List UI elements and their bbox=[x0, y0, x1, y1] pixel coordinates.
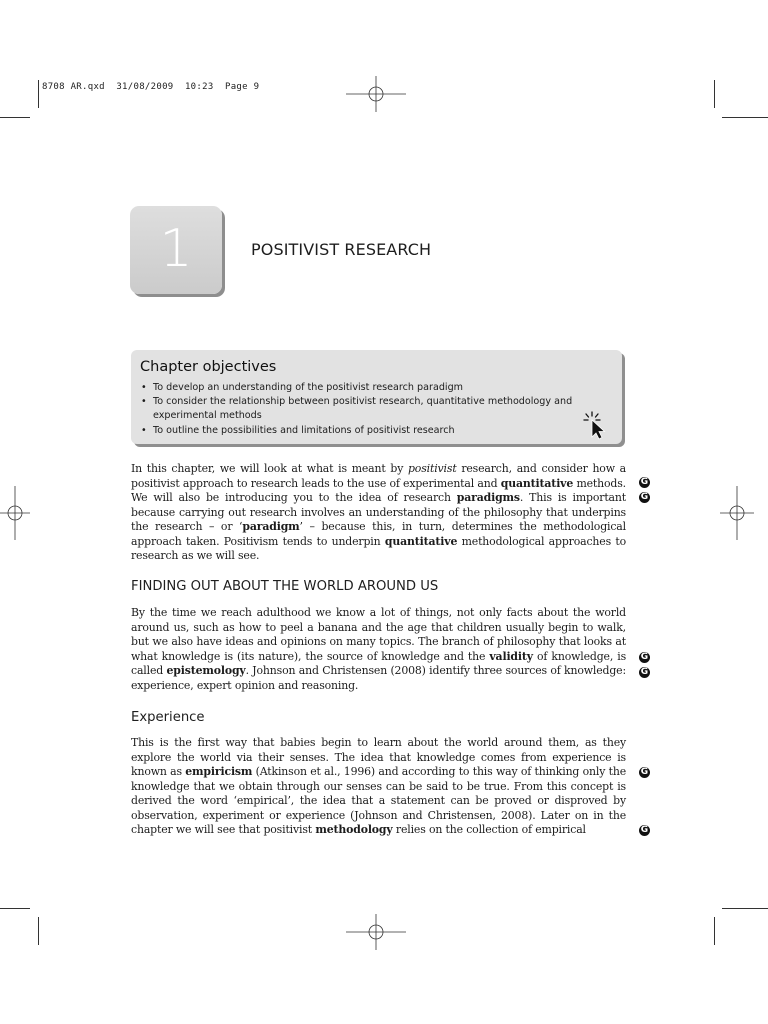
objectives-list bbox=[140, 381, 590, 438]
term-paradigm: paradigm bbox=[242, 520, 300, 533]
objective-item: • To develop an understanding of the positivist research paradigm bbox=[140, 381, 590, 395]
registration-mark-icon bbox=[346, 914, 406, 950]
glossary-g-icon: G bbox=[640, 767, 649, 777]
registration-mark-icon bbox=[720, 486, 754, 540]
objectives-title: Chapter objectives bbox=[140, 359, 277, 375]
printer-slug: 8708 AR.qxd 31/08/2009 10:23 Page 9 bbox=[42, 82, 260, 92]
crop-mark bbox=[722, 117, 768, 118]
crop-mark bbox=[722, 908, 768, 909]
subsection-heading: Experience bbox=[131, 710, 205, 725]
term-positivist: positivist bbox=[407, 462, 457, 475]
crop-mark bbox=[38, 80, 39, 108]
click-cursor-icon bbox=[583, 410, 609, 440]
registration-mark-icon bbox=[0, 486, 30, 540]
chapter-title: POSITIVIST RESEARCH bbox=[251, 240, 432, 259]
term-quantitative: quantitative bbox=[500, 476, 574, 490]
chapter-objectives-box bbox=[131, 350, 622, 444]
chapter-number: 1 bbox=[130, 206, 222, 294]
section-paragraph: This is the first way that babies begin to learn about the world around them, as they explore the world via their senses. The idea that knowledge comes from experience is known as empiricism (Atkinson et al., 1996) and according to this way of thinking only the knowledge that we obtain through our senses can be said to be true. From this concept is derived the word ‘empirical’, the idea that a statement can be proved or disproved by observation, experiment or experience (Johnson and Christensen, 2008). Later on in the chapter we will see that positivist methodology relies on the collection of empirical bbox=[131, 736, 626, 836]
crop-mark bbox=[714, 80, 715, 108]
term-methodology: methodology bbox=[315, 823, 393, 836]
glossary-g-icon: G bbox=[640, 825, 649, 835]
registration-mark-icon bbox=[346, 76, 406, 112]
section-paragraph: By the time we reach adulthood we know a lot of things, not only facts about the world around us, such as how to peel a banana and the age that children usually begin to walk, but we also have ideas and opinions on many topics. The branch of philosophy that looks at what knowledge is (its nature), the source of knowledge and the validity of knowledge, is called epistemology. Johnson and Christensen (2008) identify three sources of knowledge: experience, expert opinion and reasoning. bbox=[131, 606, 627, 692]
term-empiricism: empiricism bbox=[185, 765, 253, 778]
crop-mark bbox=[38, 917, 39, 945]
intro-paragraph: In this chapter, we will look at what is meant by positivist research, and consider how a positivist approach to research leads to the use of experimental and quantitative methods. We will also be introducing you to the idea of research paradigms. This is important because carrying out research involves an understanding of the philosophy that underpins the research – or ‘paradigm’ – because this, in turn, determines the methodological approach taken. Positivism tends to underpin quantitative methodological approaches to research as we will see. bbox=[131, 462, 627, 562]
term-paradigms: paradigms bbox=[456, 491, 520, 504]
glossary-g-icon: G bbox=[640, 477, 649, 487]
objective-item: • To outline the possibilities and limitations of positivist research bbox=[140, 424, 590, 438]
glossary-g-icon: G bbox=[640, 652, 649, 662]
glossary-g-icon: G bbox=[640, 667, 649, 677]
objective-item: • To consider the relationship between positivist research, quantitative methodology and experimental methods bbox=[140, 395, 590, 423]
term-validity: validity bbox=[489, 649, 533, 663]
crop-mark bbox=[0, 908, 30, 909]
term-epistemology: epistemology bbox=[166, 664, 246, 677]
crop-mark bbox=[0, 117, 30, 118]
glossary-g-icon: G bbox=[640, 492, 649, 502]
section-heading: FINDING OUT ABOUT THE WORLD AROUND US bbox=[131, 579, 439, 594]
crop-mark bbox=[714, 917, 715, 945]
term-quantitative: quantitative bbox=[384, 534, 458, 548]
